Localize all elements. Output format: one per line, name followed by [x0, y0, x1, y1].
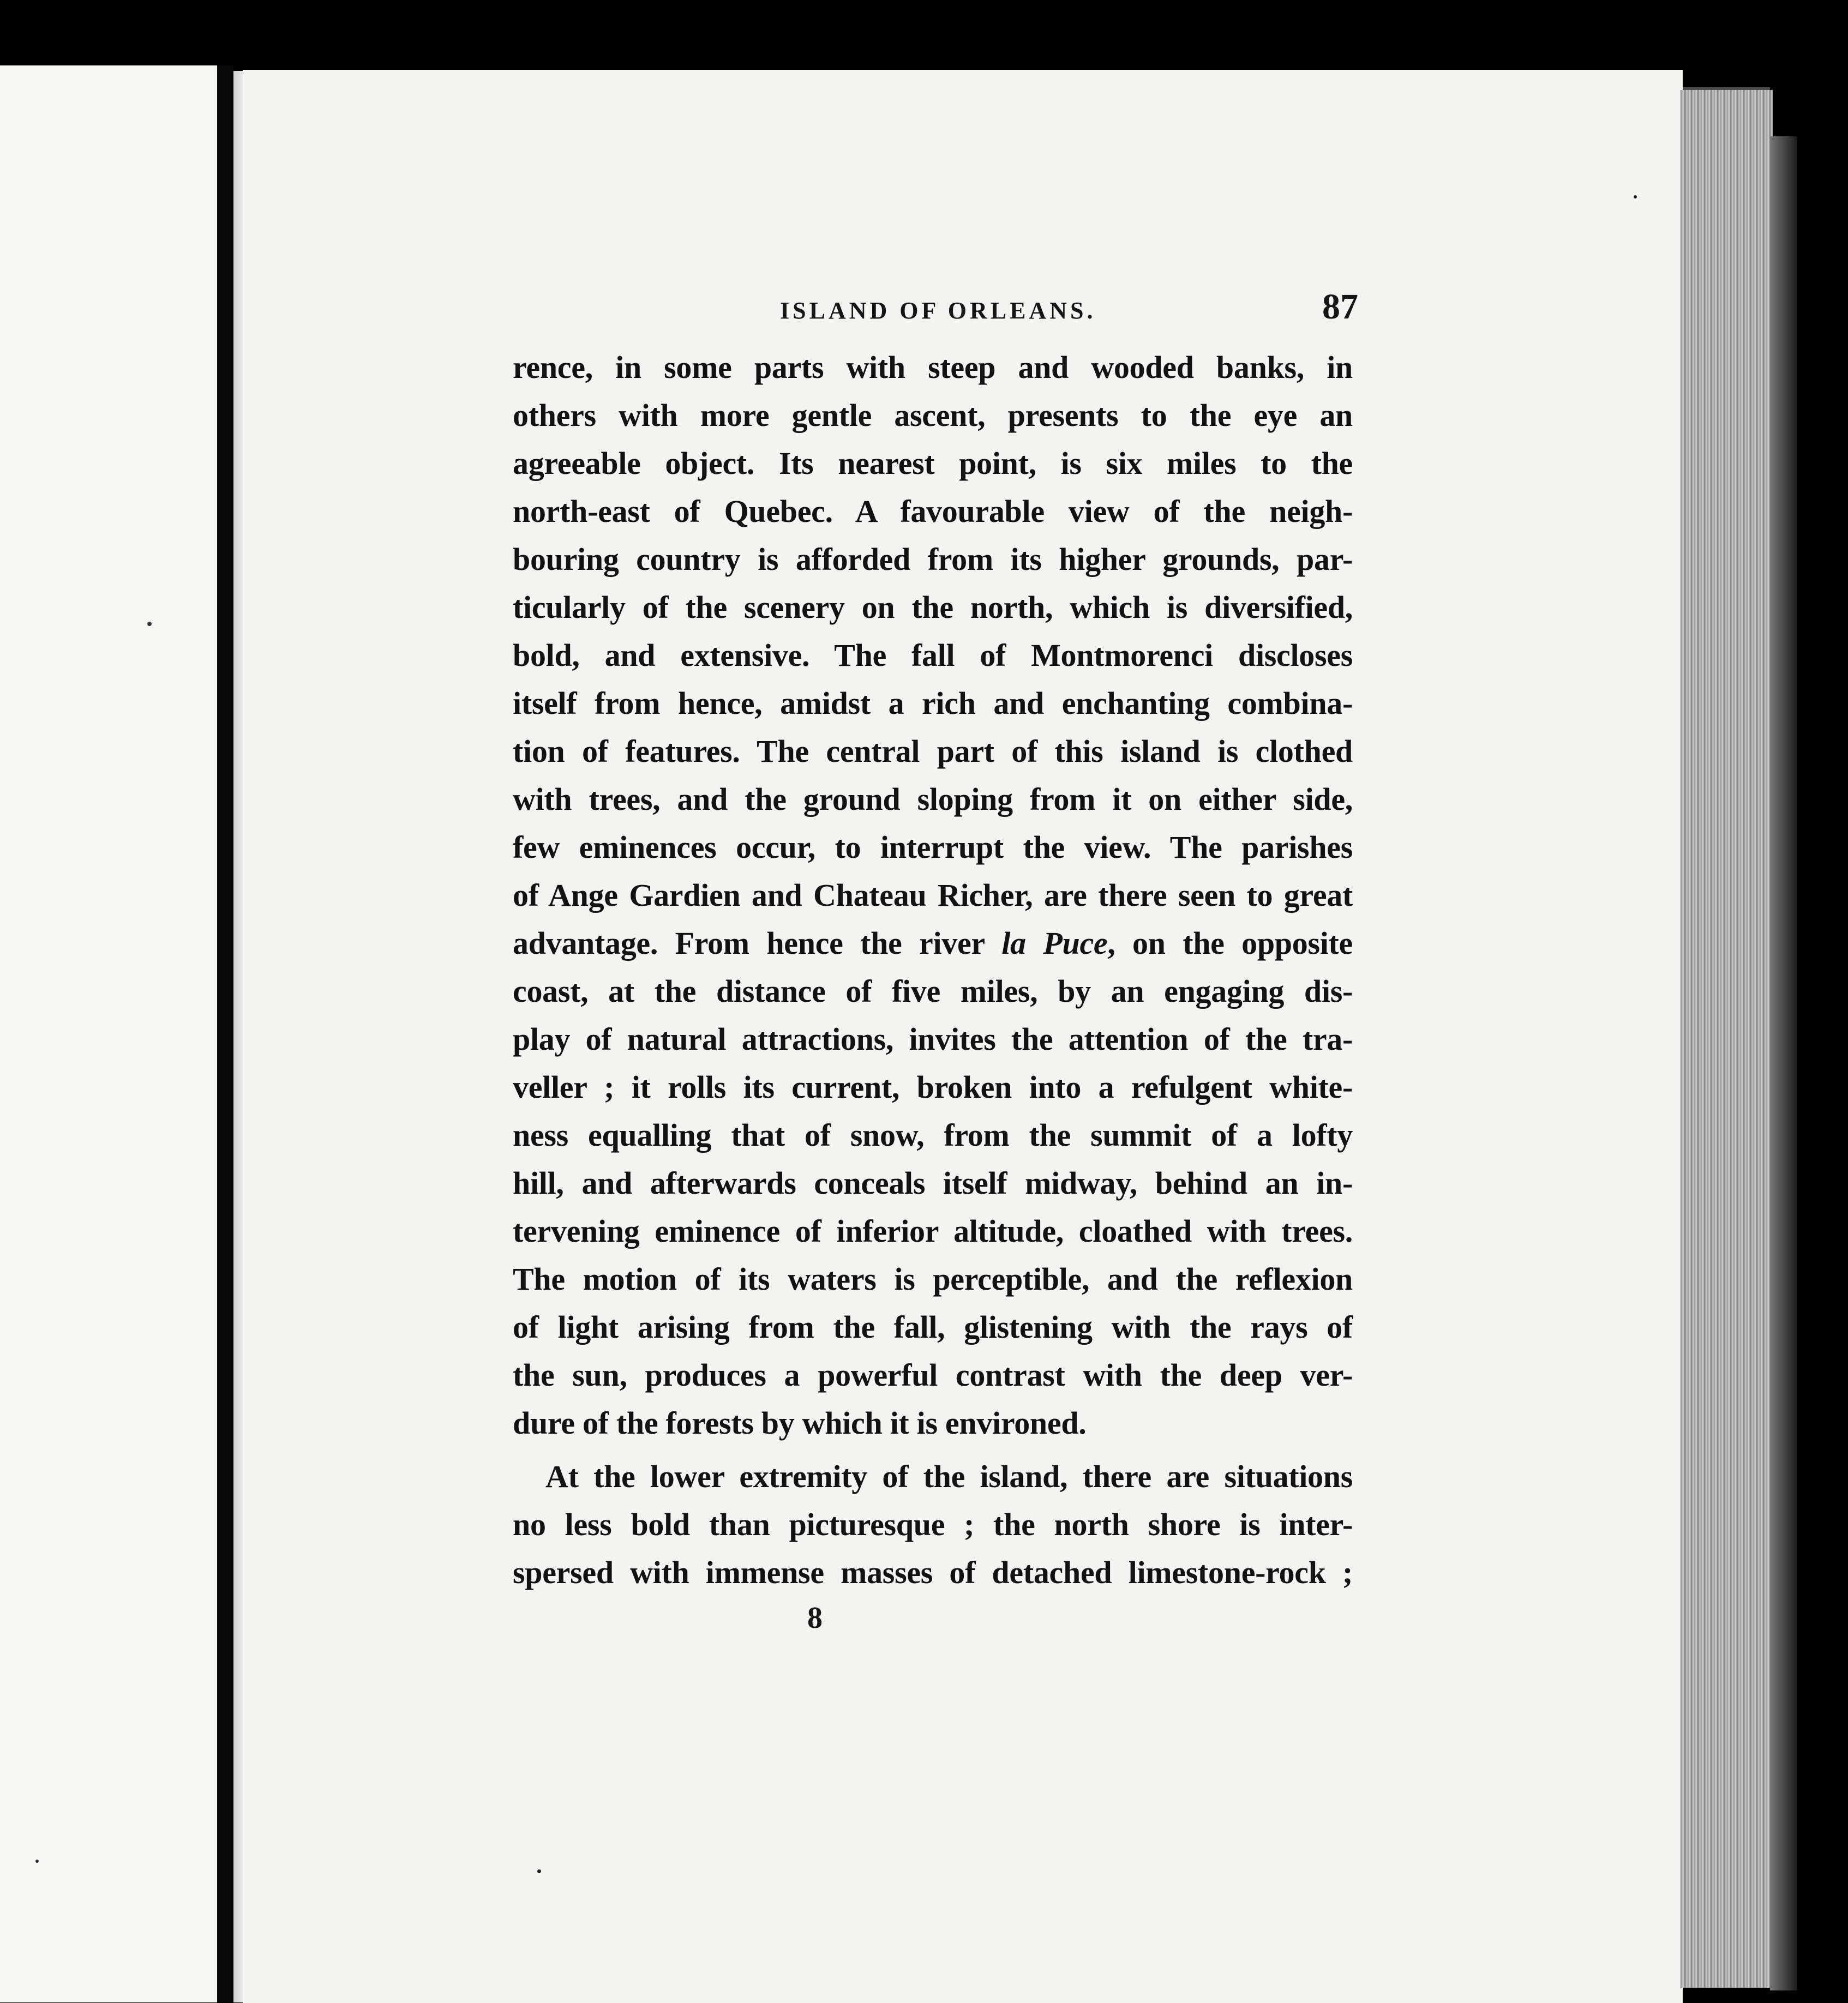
text-line: spersed with immense masses of detached limestone-rock ;	[513, 1555, 1353, 1590]
book-edge-shadow	[1770, 136, 1797, 1990]
text-line: At the lower extremity of the island, there are situations	[545, 1459, 1353, 1494]
text-line: hill, and afterwards conceals itself midway, behind an in-	[513, 1165, 1353, 1201]
paper-speck	[35, 1860, 39, 1863]
text-line: veller ; it rolls its current, broken into a refulgent white-	[513, 1069, 1353, 1105]
italic-name: la Puce	[1001, 925, 1108, 961]
signature-mark: 8	[807, 1601, 823, 1635]
text-line: others with more gentle ascent, presents to the eye an	[513, 398, 1353, 433]
text-line: ticularly of the scenery on the north, which is diversified,	[513, 590, 1353, 625]
text-line: no less bold than picturesque ; the north shore is inter-	[513, 1507, 1353, 1542]
text-line: bouring country is afforded from its higher grounds, par-	[513, 542, 1353, 577]
page-edges	[1680, 90, 1773, 1988]
paper-speck	[1634, 195, 1637, 199]
paper-speck	[147, 622, 152, 626]
body-text	[513, 344, 1353, 1597]
text-line: north-east of Quebec. A favourable view of the neigh-	[513, 494, 1353, 529]
gutter-binding	[217, 65, 233, 2002]
text-line: The motion of its waters is perceptible, and the reflexion	[513, 1261, 1353, 1297]
paper-speck	[537, 1869, 541, 1873]
text-line: ness equalling that of snow, from the summit of a lofty	[513, 1117, 1353, 1153]
text-line: with trees, and the ground sloping from it on either side,	[513, 781, 1353, 817]
text-line: the sun, produces a powerful contrast with the deep ver-	[513, 1357, 1353, 1393]
text-line: tervening eminence of inferior altitude, cloathed with trees.	[513, 1213, 1353, 1249]
text-line: of Ange Gardien and Chateau Richer, are there seen to great	[513, 877, 1353, 913]
text-line: coast, at the distance of five miles, by an engaging dis-	[513, 973, 1353, 1009]
page-number: 87	[1322, 287, 1358, 327]
text-line: tion of features. The central part of this island is clothed	[513, 733, 1353, 769]
text-line: rence, in some parts with steep and wooded banks, in	[513, 350, 1353, 385]
text-line: play of natural attractions, invites the attention of the tra-	[513, 1021, 1353, 1057]
paragraph-1	[513, 344, 1353, 1447]
text-line: dure of the forests by which it is environed.	[513, 1405, 1087, 1441]
left-page	[0, 65, 226, 2002]
text-line: advantage. From hence the river la Puce, on the opposite	[513, 925, 1353, 961]
text-line: itself from hence, amidst a rich and enchanting combina-	[513, 685, 1353, 721]
running-head-title: ISLAND OF ORLEANS.	[780, 297, 1096, 324]
text-line: agreeable object. Its nearest point, is six miles to the	[513, 446, 1353, 481]
text-line: few eminences occur, to interrupt the view. The parishes	[513, 829, 1353, 865]
text-line: of light arising from the fall, glistening with the rays of	[513, 1309, 1353, 1345]
running-head	[502, 286, 1364, 328]
text-line: bold, and extensive. The fall of Montmorenci discloses	[513, 637, 1353, 673]
paragraph-2	[513, 1453, 1353, 1597]
